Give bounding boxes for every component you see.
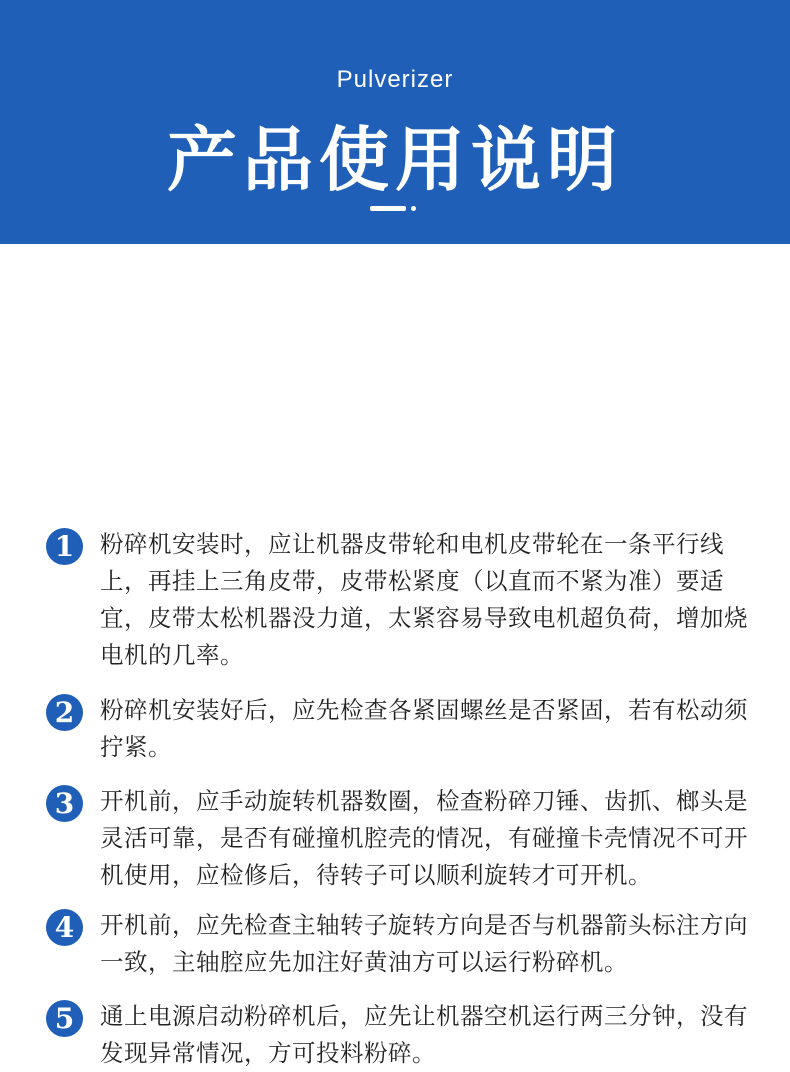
header-subtitle: Pulverizer	[336, 66, 454, 93]
instruction-text: 粉碎机安装时，应让机器皮带轮和电机皮带轮在一条平行线上，再挂上三角皮带，皮带松紧度（以直而不紧为准）要适宜，皮带太松机器没力道，太紧容易导致电机超负荷，增加烧电机的几率。	[100, 530, 748, 669]
instruction-text: 粉碎机安装好后，应先检查各紧固螺丝是否紧固，若有松动须拧紧。	[100, 696, 748, 761]
step-number-badge: 1	[46, 528, 83, 565]
divider-bar	[370, 206, 406, 211]
header-divider	[370, 206, 420, 212]
divider-dot	[411, 206, 416, 211]
step-number-badge: 3	[46, 785, 83, 822]
step-number-badge: 4	[46, 909, 83, 946]
instruction-text: 通上电源启动粉碎机后，应先让机器空机运行两三分钟，没有发现异常情况，方可投料粉碎。	[100, 1002, 748, 1067]
step-number-badge: 5	[46, 1000, 83, 1037]
instruction-text: 开机前，应先检查主轴转子旋转方向是否与机器箭头标注方向一致，主轴腔应先加注好黄油方可以运行粉碎机。	[100, 911, 748, 976]
page-title: 产品使用说明	[167, 119, 623, 201]
step-number-badge: 2	[46, 694, 83, 731]
header-banner	[0, 0, 790, 244]
instruction-text: 开机前，应手动旋转机器数圈，检查粉碎刀锤、齿抓、榔头是灵活可靠，是否有碰撞机腔壳的情况，有碰撞卡壳情况不可开机使用，应检修后，待转子可以顺利旋转才可开机。	[100, 787, 748, 889]
